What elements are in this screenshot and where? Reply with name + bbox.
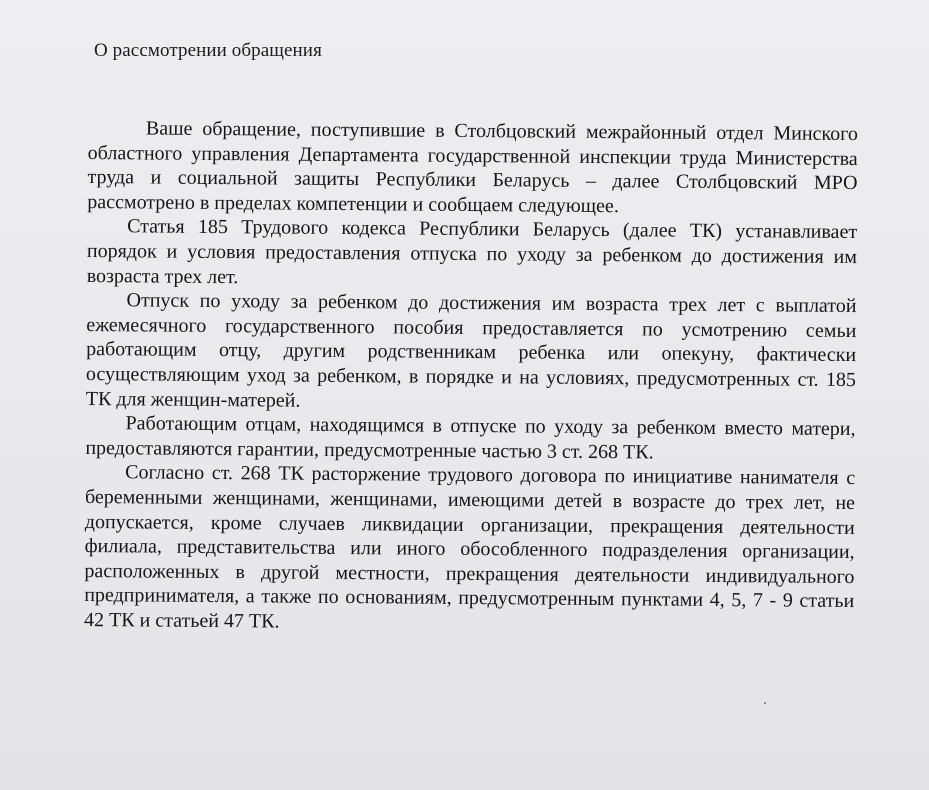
document-body [84, 116, 858, 639]
document-title: О рассмотрении обращения [94, 40, 322, 61]
paragraph-parental-leave: Отпуск по уходу за ребенком до достижения им возраста трех лет с выплатой ежемесячного государственного пособия предоставляется по усмотрению семьи работающим отцу, другим родственникам ребенка или опекуну, фактически осуществляющим уход за ребенком, в порядке и на условиях, предусмотренных ст. 185 ТК для женщин-матерей. [85, 289, 857, 412]
paragraph-article-268: Согласно ст. 268 ТК расторжение трудового договора по инициативе нанимателя с беременными женщинами, женщинами, имеющими детей в возрасте до трех лет, не допускается, кроме случаев ликвидации организации, прекращения деятельности филиала, представительства или иного обособленного подразделения организации, расположенных в другой местности, прекращения деятельности индивидуального предпринимателя, а также по основаниям, предусмотренным пунктами 4, 5, 7 - 9 статьи 42 ТК и статьей 47 ТК. [83, 461, 856, 633]
paragraph-article-185: Статья 185 Трудового кодекса Республики Беларусь (далее ТК) устанавливает порядок и условия предоставления отпуска по уходу за ребенком до достижения им возраста трех лет. [86, 215, 858, 288]
paragraph-father-guarantees: Работающим отцам, находящимся в отпуске по уходу за ребенком вместо матери, предоставляются гарантии, предусмотренные частью 3 ст. 268 ТК. [85, 412, 856, 464]
paper-speck [764, 702, 766, 704]
paragraph-appeal-review: Ваше обращение, поступившие в Столбцовский межрайонный отдел Минского областного управления Департамента государственной инспекции труда Министерства труда и социальной защиты Республики Беларусь – далее Столбцовский МРО рассмотрено в пределах компетенции и сообщаем следующее. [87, 117, 858, 217]
